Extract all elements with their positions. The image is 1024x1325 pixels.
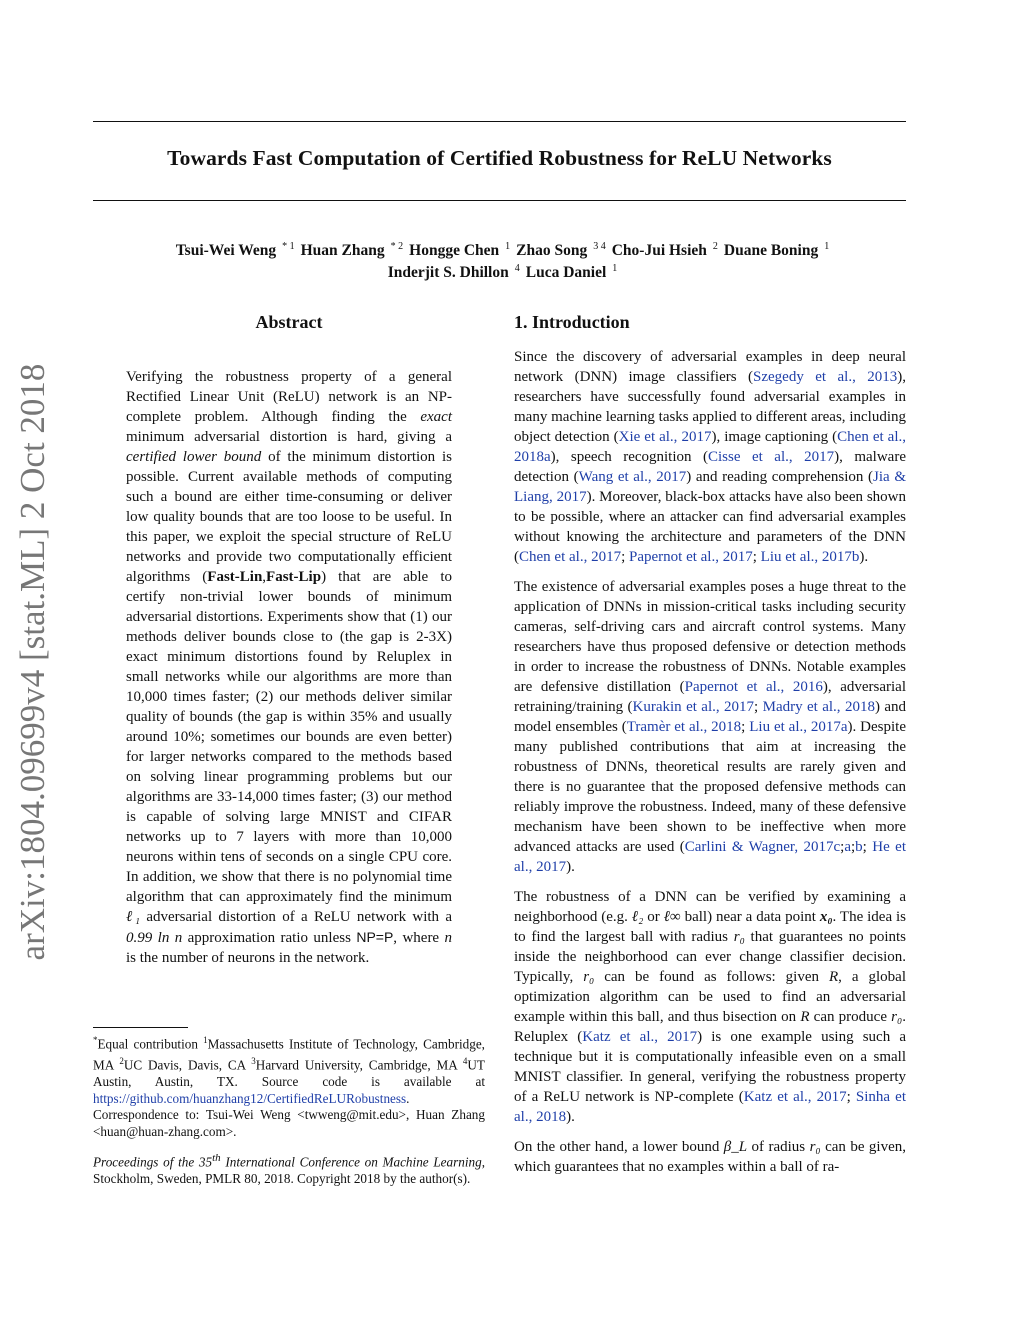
math-symbol: r₀ — [809, 1139, 821, 1155]
citation-link[interactable]: a — [844, 839, 851, 855]
math-symbol: R — [828, 969, 839, 985]
citation-link[interactable]: Madry et al., 2018 — [762, 699, 875, 715]
math-vector: x₀ — [819, 909, 833, 925]
math-symbol: R — [800, 1009, 810, 1025]
abstract-paragraph: Verifying the robustness property of a general Rectified Linear Unit (ReLU) network is an NP-complete problem. Although finding the exact minimum adversarial distortion is hard, giving a certified lower bound of the minimum distortion is possible. Current available methods of computing such a bound are either time-consuming or deliver low quality bounds that are too loose to be useful. In this paper, we exploit the special structure of ReLU networks and provide two computationally efficient algorithms (Fast-Lin,Fast-Lip) that are able to certify non-trivial lower bounds of minimum adversarial distortions. Experiments show that (1) our methods deliver bounds close to (the gap is 2-3X) exact minimum distortions found by Reluplex in small networks while our algorithms are more than 10,000 times faster; (2) our methods deliver similar quality of bounds (the gap is within 35% and usually around 10%; sometimes our bounds are even better) for larger networks compared to the methods based on solving linear programming problems but our algorithms are 33-14,000 times faster; (3) our method is capable of solving large MNIST and CIFAR networks up to 7 layers with more than 10,000 neurons within tens of seconds on a single CPU core. In addition, we show that there is no polynomial time algorithm that can approximately find the minimum ℓ₁ adversarial distortion of a ReLU network with a 0.99 ln n approximation ratio unless NP=P, where n is the number of neurons in the network. — [126, 369, 452, 966]
citation-link[interactable]: Sinha et al., 2018 — [514, 1089, 906, 1125]
citation-link[interactable]: Papernot et al., 2017 — [629, 549, 753, 565]
author-name: Luca Daniel — [525, 264, 607, 282]
citation-link[interactable]: Papernot et al., 2016 — [684, 679, 823, 695]
citation-link[interactable]: Jia & Liang, 2017 — [514, 469, 906, 505]
author-name: Hongge Chen — [409, 242, 500, 260]
author-list-line-2 — [93, 258, 906, 284]
intro-paragraph-4: On the other hand, a lower bound β_L of radius r₀ can be given, which guarantees that no examples within a ball of ra- — [514, 1139, 906, 1175]
math-symbol: r₀ — [583, 969, 595, 985]
fast-lin-name: Fast-Lin — [207, 569, 263, 585]
citation-link[interactable]: Katz et al., 2017 — [582, 1029, 698, 1045]
citation-link[interactable]: Katz et al., 2017 — [743, 1089, 847, 1105]
intro-paragraph-3: The robustness of a DNN can be verified by examining a neighborhood (e.g. ℓ₂ or ℓ∞ ball) near a data point x₀. The idea is to find the largest ball with radius r₀ that guarantees no points inside the neighborhood can ever change classifier decision. Typically, r₀ can be found as follows: given R, a global optimization algorithm can be used to find an adversarial example within this ball, and thus bisection on R can produce r₀. Reluplex (Katz et al., 2017) is one example using such a technique but it is computationally infeasible even on a small MNIST classifier. In general, verifying the robustness property of a ReLU network is NP-complete (Katz et al., 2017; Sinha et al., 2018). — [514, 889, 907, 1125]
math-symbol: β_L — [723, 1139, 748, 1155]
introduction-body — [514, 347, 906, 1177]
citation-link[interactable]: Chen et al., 2018a — [514, 429, 906, 465]
introduction-heading: 1. Introduction — [514, 312, 630, 332]
arxiv-identifier[interactable]: arXiv:1804.09699v4 [stat.ML] 2 Oct 2018 — [13, 363, 52, 961]
citation-link[interactable]: Liu et al., 2017a — [749, 719, 848, 735]
title-bottom-rule — [93, 200, 906, 201]
title-top-rule — [93, 121, 906, 122]
proceedings-note: Proceedings of the 35th International Conference on Machine Learning, Stockholm, Sweden, PMLR 80, 2018. Copyright 2018 by the author(s). — [93, 1152, 485, 1186]
math-symbol: r₀ — [891, 1009, 903, 1025]
footnote-rule — [93, 1027, 188, 1028]
citation-link[interactable]: Wang et al., 2017 — [578, 469, 687, 485]
author-affiliation-mark: * 1 — [282, 241, 295, 252]
citation-link[interactable]: He et al., 2017 — [514, 839, 906, 875]
math-symbol: r₀ — [733, 929, 745, 945]
abstract-heading: Abstract — [255, 312, 323, 332]
paper-title: Towards Fast Computation of Certified Robustness for ReLU Networks — [167, 146, 832, 170]
citation-link[interactable]: Szegedy et al., 2013 — [753, 369, 898, 385]
citation-link[interactable]: Tramèr et al., 2018 — [626, 719, 742, 735]
citation-link[interactable]: Cisse et al., 2017 — [708, 449, 835, 465]
author-name: Tsui-Wei Weng — [175, 242, 277, 260]
citation-link[interactable]: b — [855, 839, 863, 855]
fast-lip-name: Fast-Lip — [266, 569, 322, 585]
author-affiliation-mark: 3 4 — [593, 241, 606, 252]
author-name: Huan Zhang — [300, 242, 385, 260]
math-symbol: ℓ∞ — [663, 909, 681, 925]
author-affiliation-mark: * 2 — [390, 241, 404, 252]
citation-link[interactable]: Liu et al., 2017b — [760, 549, 860, 565]
affiliation-footnote: *Equal contribution $^1$Massachusetts Institute of Technology, Cambridge, MA $^2$UC Davis, Davis, CA $^3$Harvard University, Cambridge, MA $^4$UT Austin, Austin, TX. Source code is available at https://github.com/huanzhang12/CertifiedReLURobustness. Correspondence to: Tsui-Wei Weng <twweng@mit.edu>, Huan Zhang <huan@huan-zhang.com>. — [93, 1035, 485, 1139]
author-name: Cho-Jui Hsieh — [611, 242, 707, 260]
author-affiliation-mark: 1 — [612, 263, 618, 274]
citation-link[interactable]: Kurakin et al., 2017 — [632, 699, 755, 715]
author-affiliation-mark: 1 — [505, 241, 511, 252]
math-symbol: ℓ₂ — [631, 909, 644, 925]
author-affiliation-mark: 1 — [824, 241, 830, 252]
author-affiliation-mark: 2 — [712, 241, 718, 252]
citation-link[interactable]: Chen et al., 2017 — [519, 549, 622, 565]
author-name: Zhao Song — [516, 242, 588, 260]
author-name: Inderjit S. Dhillon — [387, 264, 509, 282]
source-code-link[interactable]: https://github.com/huanzhang12/CertifiedReLURobustness — [93, 1090, 407, 1106]
abstract-body — [126, 367, 452, 968]
author-affiliation-mark: 4 — [514, 263, 520, 274]
citation-link[interactable]: Carlini & Wagner, 2017c — [684, 839, 841, 855]
citation-link[interactable]: Xie et al., 2017 — [618, 429, 712, 445]
author-name: Duane Boning — [723, 242, 819, 260]
intro-paragraph-2: The existence of adversarial examples poses a huge threat to the application of DNNs in mission-critical tasks including security cameras, self-driving cars and aircraft control systems. Many researchers have thus proposed defensive or detection methods in order to increase the robustness of DNNs. Notable examples are defensive distillation (Papernot et al., 2016), adversarial retraining/training (Kurakin et al., 2017; Madry et al., 2018) and model ensembles (Tramèr et al., 2018; Liu et al., 2017a). Despite many published contributions that aim at increasing the robustness of DNNs, theoretical results are rarely given and there is no guarantee that the proposed defensive methods can reliably improve the robustness. Indeed, many of these defensive mechanism have been shown to be ineffective when more advanced attacks are used (Carlini & Wagner, 2017c;a;b; He et al., 2017). — [514, 579, 907, 875]
intro-paragraph-1: Since the discovery of adversarial examples in deep neural network (DNN) image classifiers (Szegedy et al., 2013), researchers have successfully found adversarial examples in many machine learning tasks applied to different areas, including object detection (Xie et al., 2017), image captioning (Chen et al., 2018a), speech recognition (Cisse et al., 2017), malware detection (Wang et al., 2017) and reading comprehension (Jia & Liang, 2017). Moreover, black-box attacks have also been shown to be possible, where an attacker can find adversarial examples without knowing the architecture and parameters of the DNN (Chen et al., 2017; Papernot et al., 2017; Liu et al., 2017b). — [514, 349, 907, 565]
